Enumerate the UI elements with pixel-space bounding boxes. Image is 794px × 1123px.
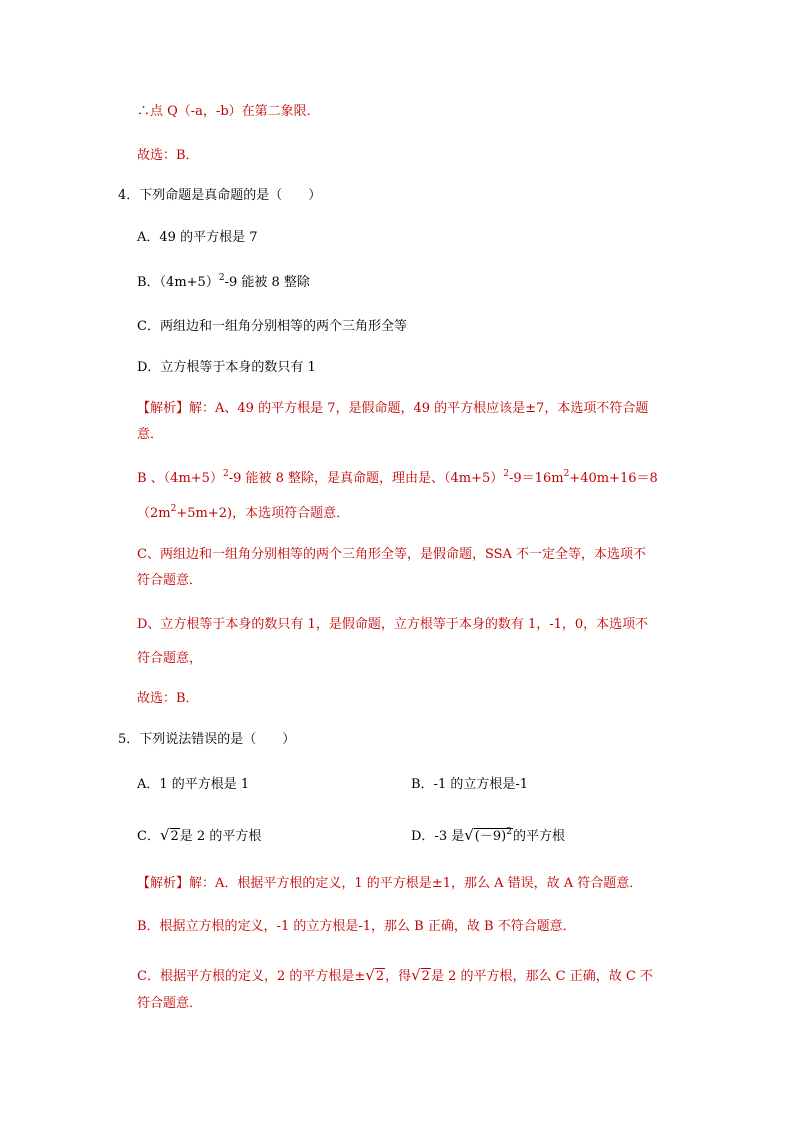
q4-option-d: D．立方根等于本身的数只有 1: [137, 360, 316, 375]
q4-option-b: B．$(4m+5)^2-9$ 能被 8 整除: [137, 273, 310, 290]
analysis-tag: 【解析】: [137, 401, 190, 416]
q4-explain-c-cont: 符合题意．: [137, 573, 203, 588]
q5-explain-b: B．根据立方根的定义，-1 的立方根是-1，那么 B 正确，故 B 不符合题意．: [137, 919, 576, 934]
q4-explain-d-cont: 符合题意，: [137, 651, 203, 666]
analysis-tag: 【解析】: [137, 876, 190, 891]
q5-explain-c: C．根据平方根的定义，2 的平方根是±√2，得√2是 2 的平方根，那么 C 正确，故 C 不: [137, 966, 653, 984]
q5-option-d: D．-3 是$√(-9)^2$的平方根: [411, 826, 565, 844]
q5-option-c: C．√2是 2 的平方根: [137, 826, 262, 844]
q4-explain-c: C、两组边和一组角分别相等的两个三角形全等，是假命题，SSA 不一定全等，本选项不: [137, 547, 647, 562]
sqrt-symbol: √2: [365, 966, 385, 984]
q4-answer: 故选：B．: [137, 691, 199, 706]
q4-explain-a-cont: 意．: [137, 427, 164, 442]
q5-explain-c-cont: 符合题意．: [137, 996, 203, 1011]
question-5-stem: 5．下列说法错误的是（ ）: [118, 732, 296, 747]
sqrt-symbol: $√(-9)^2$: [464, 826, 512, 844]
q4-explain-a: 【解析】解：A、49 的平方根是 7，是假命题，49 的平方根应该是±7，本选项不符合题: [137, 401, 649, 416]
question-4-stem: 4．下列命题是真命题的是（ ）: [118, 188, 322, 203]
q4-explain-b: B 、$(4m+5)^2-9$ 能被 8 整除，是真命题，理由是、$(4m+5)^2-9=16m^2+40m+16=8$: [137, 469, 658, 486]
q5-option-b: B．-1 的立方根是-1: [411, 777, 529, 792]
sqrt-symbol: √2: [411, 966, 430, 984]
q4-explain-b-cont: $(2m^2+5m+2)$，本选项符合题意．: [137, 504, 350, 521]
q4-explain-d: D、立方根等于本身的数只有 1，是假命题，立方根等于本身的数有 1，-1，0，本选项不: [137, 617, 649, 632]
sqrt-symbol: √2: [159, 826, 179, 844]
q5-option-a: A．1 的平方根是 1: [137, 777, 250, 792]
text-line: ∴点 Q（-a，-b）在第二象限．: [137, 104, 320, 119]
q4-option-a: A．49 的平方根是 7: [137, 230, 258, 245]
text-line: 故选：B．: [137, 148, 199, 163]
q5-explain-a: 【解析】解：A．根据平方根的定义，1 的平方根是±1，那么 A 错误，故 A 符合题意．: [137, 876, 643, 891]
q4-option-c: C．两组边和一组角分别相等的两个三角形全等: [137, 319, 407, 334]
